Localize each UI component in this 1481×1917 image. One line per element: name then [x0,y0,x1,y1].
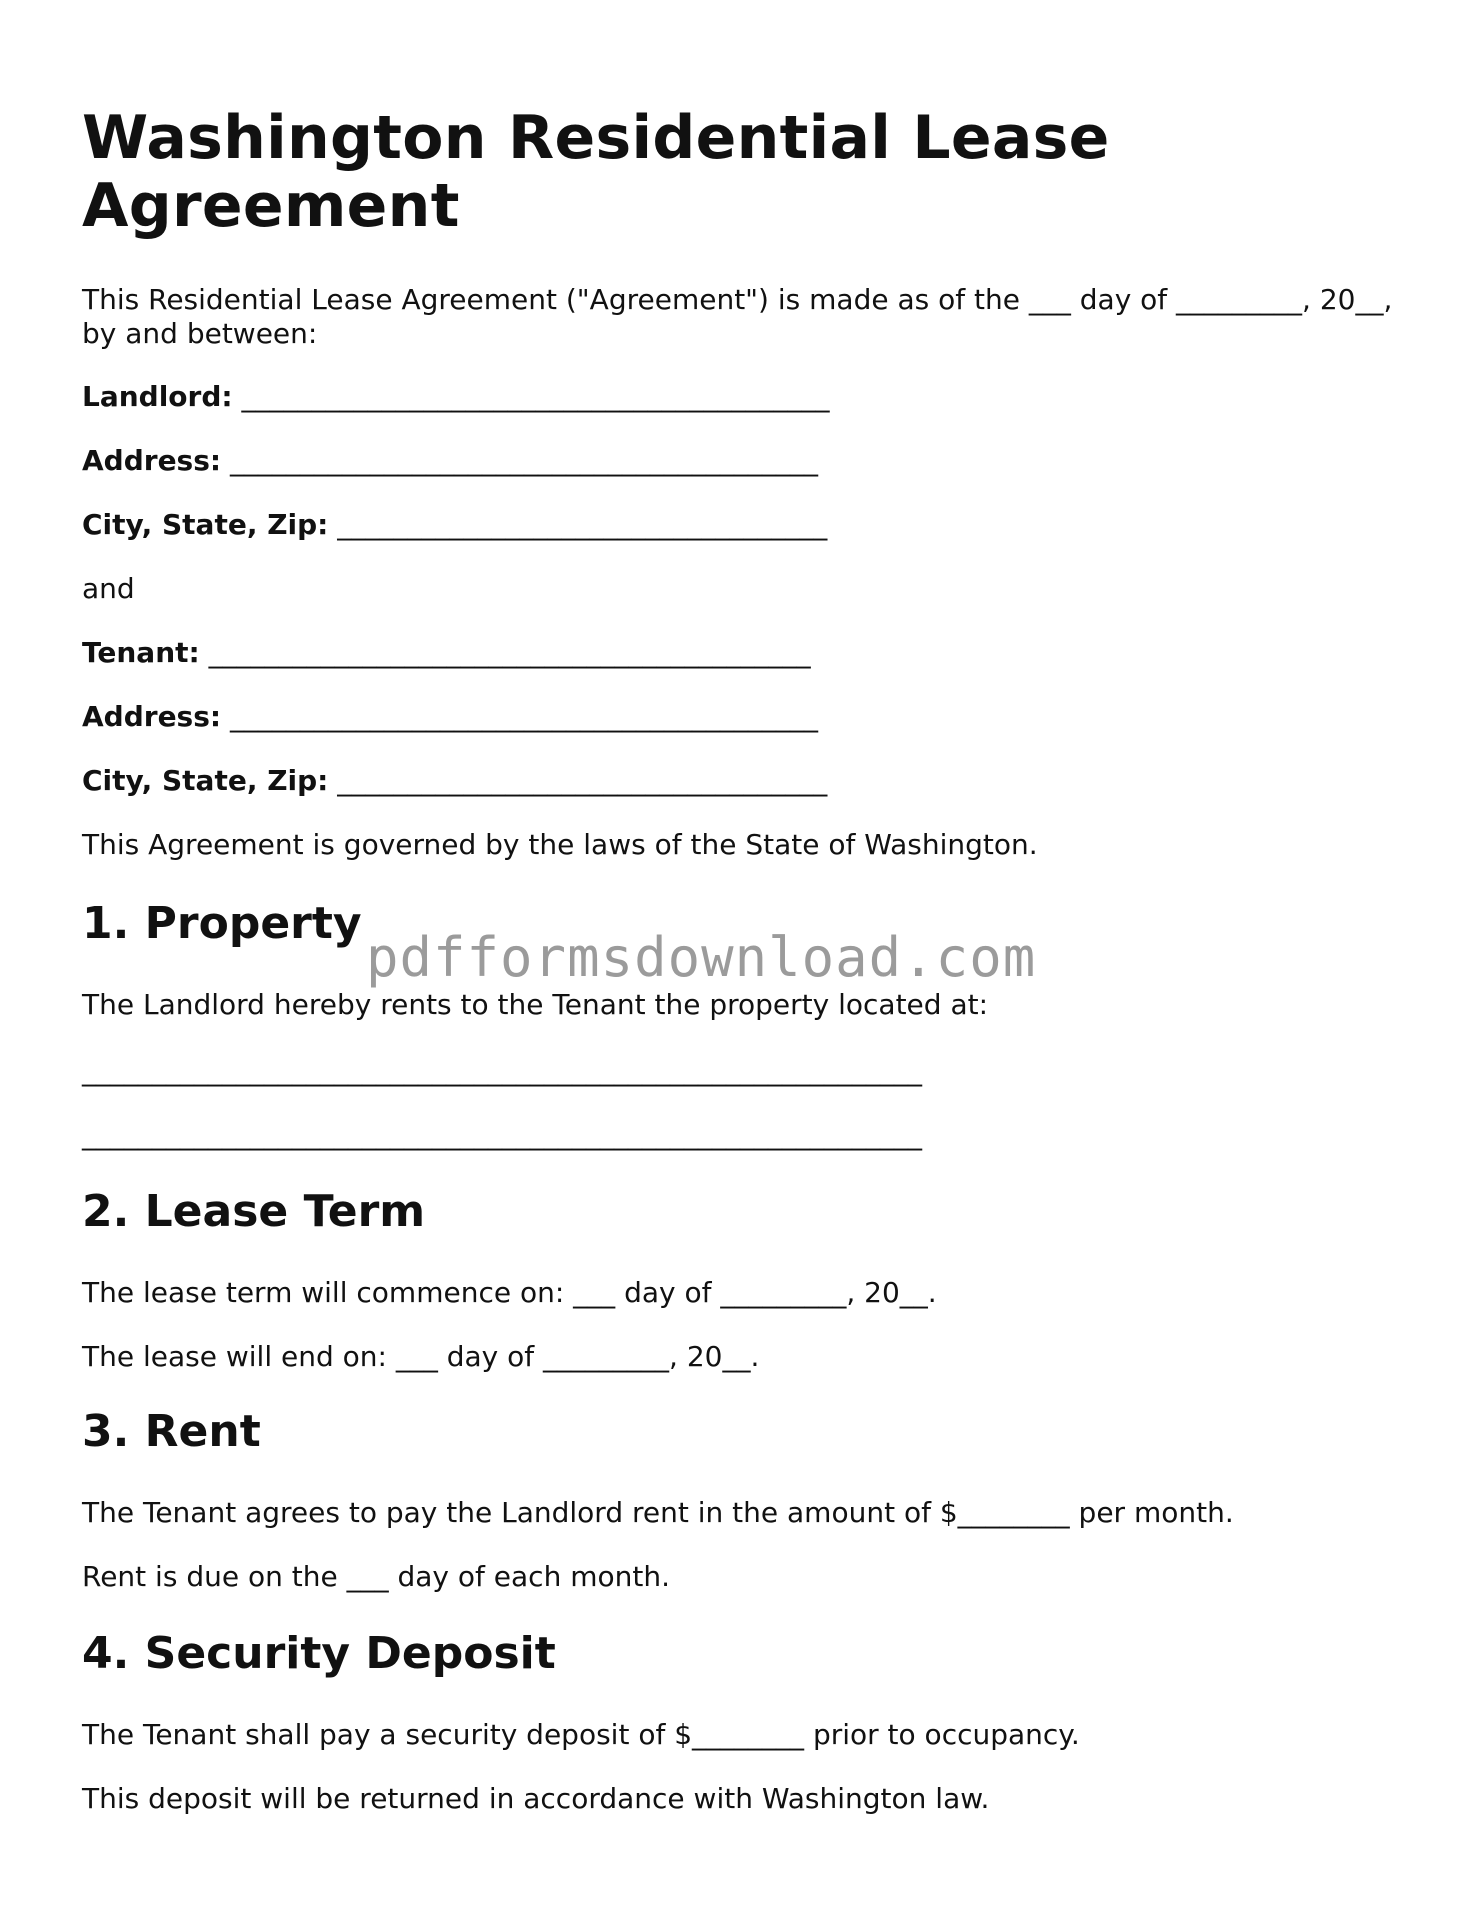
document-title: Washington Residential Lease Agreement [82,103,1110,241]
section-heading-rent: 3. Rent [82,1406,261,1457]
tenant-csz-label: City, State, Zip: [82,764,329,797]
rent-amount-text: The Tenant agrees to pay the Landlord rent in the amount of $________ per month. [82,1496,1234,1529]
section-heading-security-deposit: 4. Security Deposit [82,1628,556,1679]
landlord-address-label: Address: [82,444,222,477]
tenant-name-field [82,636,811,670]
deposit-amount-text: The Tenant shall pay a security deposit of $________ prior to occupancy. [82,1718,1080,1751]
tenant-address-label: Address: [82,700,222,733]
property-text: The Landlord hereby rents to the Tenant the property located at: [82,988,989,1021]
tenant-csz-blank: ___________________________________ [337,764,828,797]
and-text: and [82,572,135,605]
landlord-csz-field [82,508,827,542]
tenant-name-blank: ___________________________________________ [208,636,811,669]
rent-due-text: Rent is due on the ___ day of each month. [82,1560,670,1593]
landlord-address-field [82,444,818,478]
section-heading-lease-term: 2. Lease Term [82,1186,426,1237]
deposit-return-text: This deposit will be returned in accordance with Washington law. [82,1782,990,1815]
tenant-address-field [82,700,818,734]
landlord-name-label: Landlord: [82,380,233,413]
landlord-csz-blank: ___________________________________ [337,508,828,541]
landlord-address-blank: __________________________________________ [230,444,818,477]
tenant-csz-field [82,764,827,798]
landlord-name-field [82,380,830,414]
tenant-address-blank: __________________________________________ [230,700,818,733]
property-address-line-2: ____________________________________________________________ [82,1118,922,1151]
governing-law-text: This Agreement is governed by the laws of the State of Washington. [82,828,1038,861]
lease-commence-text: The lease term will commence on: ___ day of _________, 20__. [82,1276,937,1309]
property-address-line-1: ____________________________________________________________ [82,1054,922,1087]
tenant-name-label: Tenant: [82,636,200,669]
landlord-csz-label: City, State, Zip: [82,508,329,541]
intro-paragraph: This Residential Lease Agreement ("Agreement") is made as of the ___ day of _________, 20__, by and between: [82,283,1393,350]
landlord-name-blank: __________________________________________ [241,380,830,413]
section-heading-property: 1. Property [82,898,362,949]
watermark: pdfformsdownload.com [366,926,1037,989]
lease-end-text: The lease will end on: ___ day of _________, 20__. [82,1340,760,1373]
